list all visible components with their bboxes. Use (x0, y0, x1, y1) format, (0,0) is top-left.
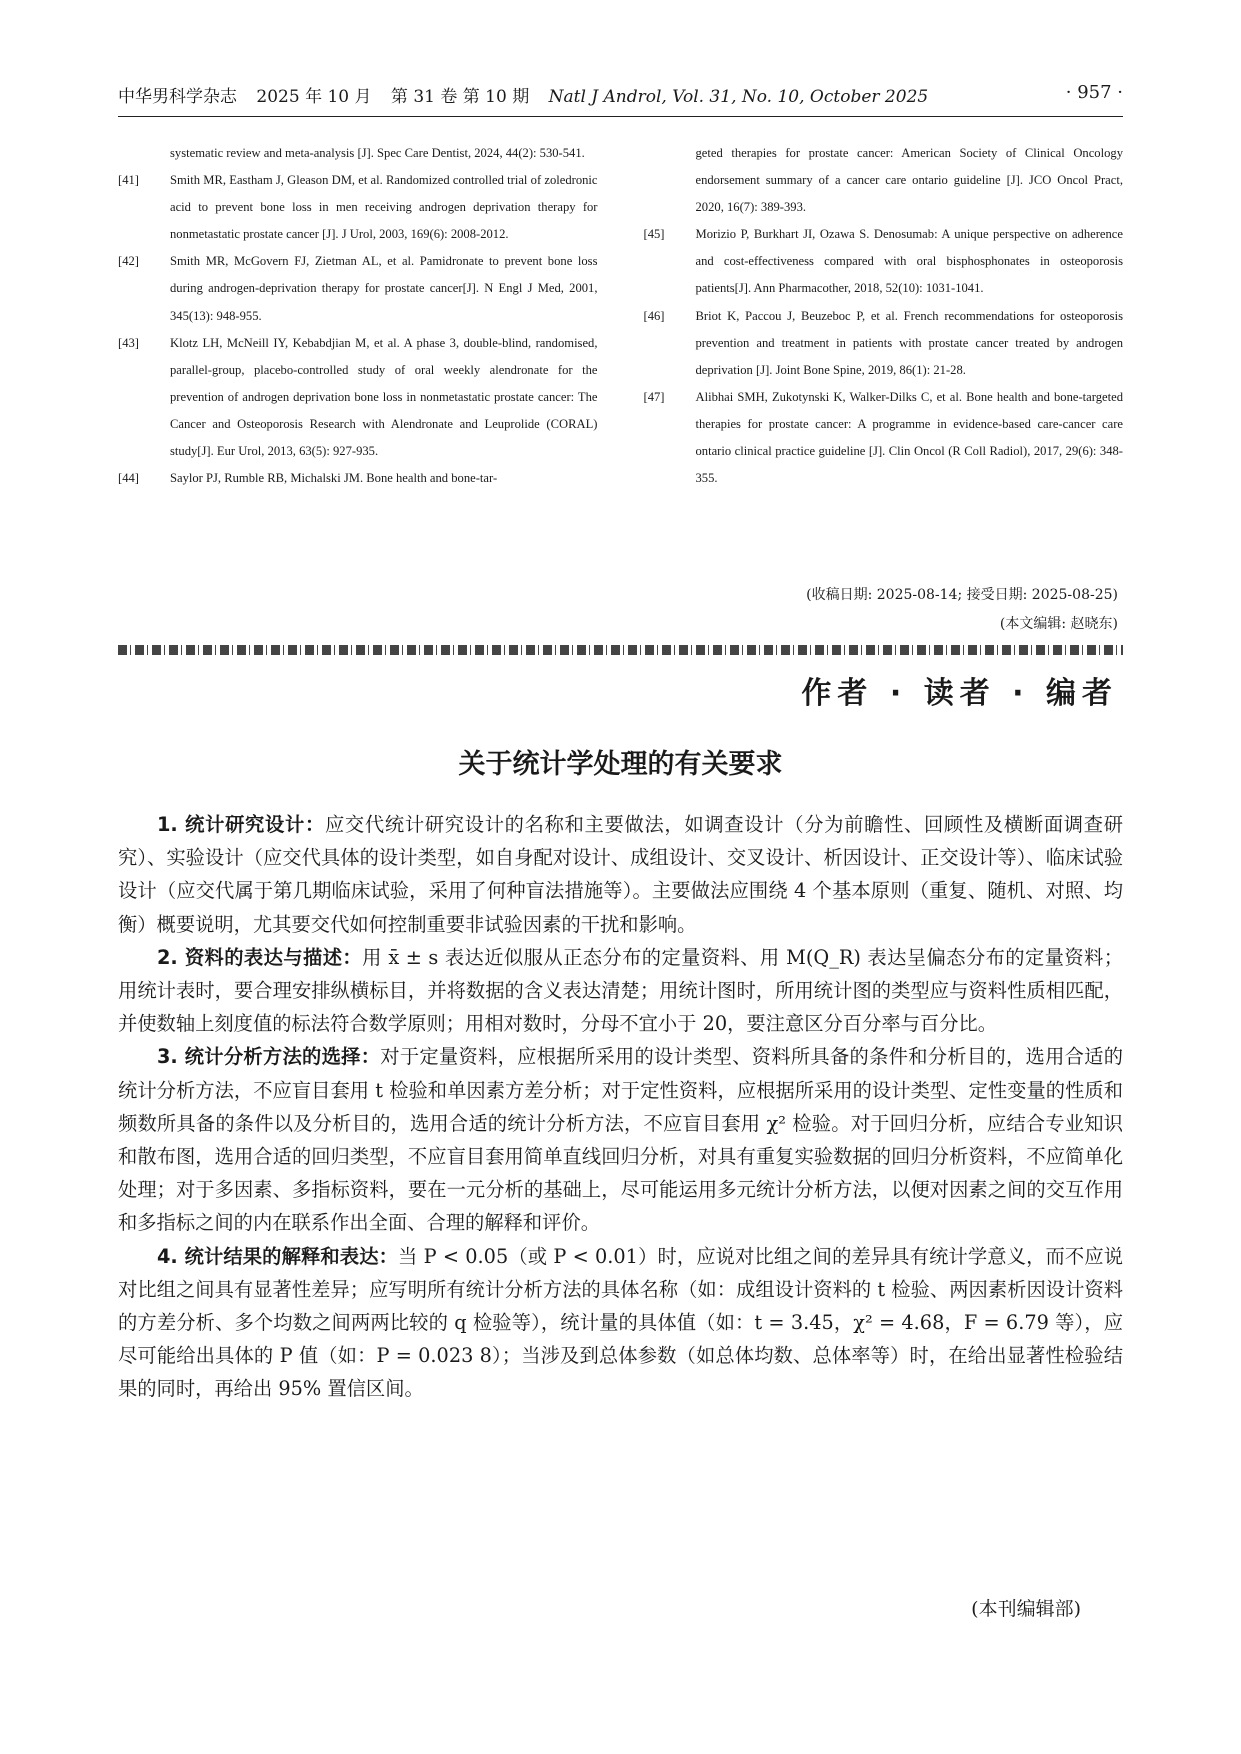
received-dates: (收稿日期: 2025-08-14; 接受日期: 2025-08-25) (806, 587, 1118, 603)
reference-text: Briot K, Paccou J, Beuzeboc P, et al. French recommendations for osteoporosis prevention and treatment in patients with prostate cancer treated by androgen deprivation [J]. Joint Bone Spine, 2019, 86(1): 21-28. (695, 308, 1123, 377)
received-info (806, 581, 1118, 639)
header-citation (118, 82, 1066, 107)
page-number: · 957 · (1065, 82, 1123, 103)
reference-number: [45] (643, 227, 665, 242)
reference-text: Morizio P, Burkhart JI, Ozawa S. Denosumab: A unique perspective on adherence and cost-effectiveness compared with oral bisphosphonates in osteoporosis patients[J]. Ann Pharmacother, 2018, 52(10): 1031-1041. (695, 227, 1123, 296)
body-paragraph (118, 1240, 1123, 1406)
reference-item (118, 167, 598, 248)
reference-text: systematic review and meta-analysis [J]. Spec Care Dentist, 2024, 44(2): 530-541. (170, 146, 585, 160)
reference-item (118, 330, 598, 465)
reference-column-right (644, 140, 1124, 492)
reference-item (644, 384, 1124, 492)
reference-item (644, 140, 1124, 221)
reference-text: Saylor PJ, Rumble RB, Michalski JM. Bone health and bone-tar- (170, 471, 498, 486)
reference-number: [46] (643, 308, 665, 323)
body-paragraph (118, 1040, 1123, 1239)
citation-en: Natl J Androl, Vol. 31, No. 10, October 2025 (548, 87, 929, 107)
running-header (118, 82, 1123, 117)
paragraph-text: 对于定量资料，应根据所采用的设计类型、资料所具备的条件和分析目的，选用合适的统计分析方法，不应盲目套用 t 检验和单因素方差分析；对于定性资料，应根据所采用的设计类型、定性变量的性质和频数所具备的条件以及分析目的，选用合适的统计分析方法，不应盲目套用 χ² 检验。对于回归分析，应结合专业知识和散布图，选用合适的回归类型，不应盲目套用简单直线回归分析，对具有重复实验数据的回归分析资料，不应简单化处理；对于多因素、多指标资料，要在一元分析的基础上，尽可能运用多元统计分析方法，以便对因素之间的交互作用和多指标之间的内在联系作出全面、合理的解释和评价。 (118, 1045, 1124, 1235)
reference-number: [41] (118, 173, 139, 188)
reference-text: Klotz LH, McNeill IY, Kebabdjian M, et al. A phase 3, double-blind, randomised, parallel-group, placebo-controlled study of oral weekly alendronate for the prevention of androgen deprivation bone loss in nonmetastatic prostate cancer: The Cancer and Osteoporosis Research with Alendronate and Leuprolide (CORAL) study[J]. Eur Urol, 2013, 63(5): 927-935. (170, 335, 598, 459)
journal-name-cn: 中华男科学杂志 (118, 87, 237, 107)
section-label: 作者 · 读者 · 编者 (801, 676, 1118, 711)
reference-item (118, 465, 598, 492)
reference-number: [47] (643, 389, 665, 404)
body-paragraph (118, 941, 1123, 1041)
paragraph-text: 当 P < 0.05（或 P < 0.01）时，应说对比组之间的差异具有统计学意义，而不应说对比组之间具有显著性差异；应写明所有统计分析方法的具体名称（如：成组设计资料的 t 检验、两因素析因设计资料的方差分析、多个均数之间两两比较的 q 检验等），统计量的具体值（如：t = 3.45，χ² = 4.68，F = 6.79 等），应尽可能给出具体的 P 值（如：P = 0.023 8）；当涉及到总体参数（如总体均数、总体率等）时，在给出显著性检验结果的同时，再给出 95% 置信区间。 (118, 1244, 1124, 1401)
body-paragraph (118, 808, 1123, 941)
reference-list (118, 140, 1123, 492)
section-divider (118, 645, 1123, 655)
paragraph-heading: 3. 统计分析方法的选择： (157, 1045, 381, 1069)
article-editor: (本文编辑: 赵晓东) (999, 616, 1118, 632)
paragraph-heading: 1. 统计研究设计： (157, 813, 325, 836)
reference-text: Smith MR, Eastham J, Gleason DM, et al. Randomized controlled trial of zoledronic acid to prevent bone loss in men receiving androgen deprivation therapy for nonmetastatic prostate cancer [J]. J Urol, 2003, 169(6): 2008-2012. (170, 173, 598, 242)
signature: (本刊编辑部) (971, 1598, 1081, 1620)
reference-item (644, 221, 1124, 302)
paragraph-heading: 4. 统计结果的解释和表达： (157, 1244, 398, 1268)
reference-item (118, 248, 598, 329)
issue-date-cn: 2025 年 10 月 (256, 87, 372, 107)
reference-column-left (118, 140, 598, 492)
paragraph-text: 用 x̄ ± s 表达近似服从正态分布的定量资料、用 M(Q_R) 表达呈偏态分布的定量资料；用统计表时，要合理安排纵横标目，并将数据的含义表达清楚；用统计图时，所用统计图的类型应与资料性质相匹配，并使数轴上刻度值的标法符合数学原则；用相对数时，分母不宜小于 20，要注意区分百分率与百分比。 (118, 945, 1124, 1036)
article-body (118, 808, 1123, 1406)
reference-text: geted therapies for prostate cancer: American Society of Clinical Oncology endorsement summary of a cancer care ontario guideline [J]. JCO Oncol Pract, 2020, 16(7): 389-393. (695, 146, 1123, 215)
reference-number: [43] (118, 335, 139, 350)
paragraph-heading: 2. 资料的表达与描述： (157, 945, 363, 969)
reference-item (118, 140, 598, 167)
reference-number: [44] (118, 471, 139, 486)
article-title: 关于统计学处理的有关要求 (458, 749, 783, 780)
reference-number: [42] (118, 254, 139, 269)
reference-text: Smith MR, McGovern FJ, Zietman AL, et al. Pamidronate to prevent bone loss during androgen-deprivation therapy for prostate cancer[J]. N Engl J Med, 2001, 345(13): 948-955. (170, 254, 598, 323)
reference-text: Alibhai SMH, Zukotynski K, Walker-Dilks C, et al. Bone health and bone-targeted therapies for prostate cancer: A programme in evidence-based care-cancer care ontario clinical practice guideline [J]. Clin Oncol (R Coll Radiol), 2017, 29(6): 348-355. (695, 389, 1123, 486)
paragraph-text: 应交代统计研究设计的名称和主要做法，如调查设计（分为前瞻性、回顾性及横断面调查研究）、实验设计（应交代具体的设计类型，如自身配对设计、成组设计、交叉设计、析因设计、正交设计等）、临床试验设计（应交代属于第几期临床试验，采用了何种盲法措施等）。主要做法应围绕 4 个基本原则（重复、随机、对照、均衡）概要说明，尤其要交代如何控制重要非试验因素的干扰和影响。 (118, 813, 1124, 936)
reference-item (644, 303, 1124, 384)
volume-cn: 第 31 卷 第 10 期 (390, 87, 530, 107)
